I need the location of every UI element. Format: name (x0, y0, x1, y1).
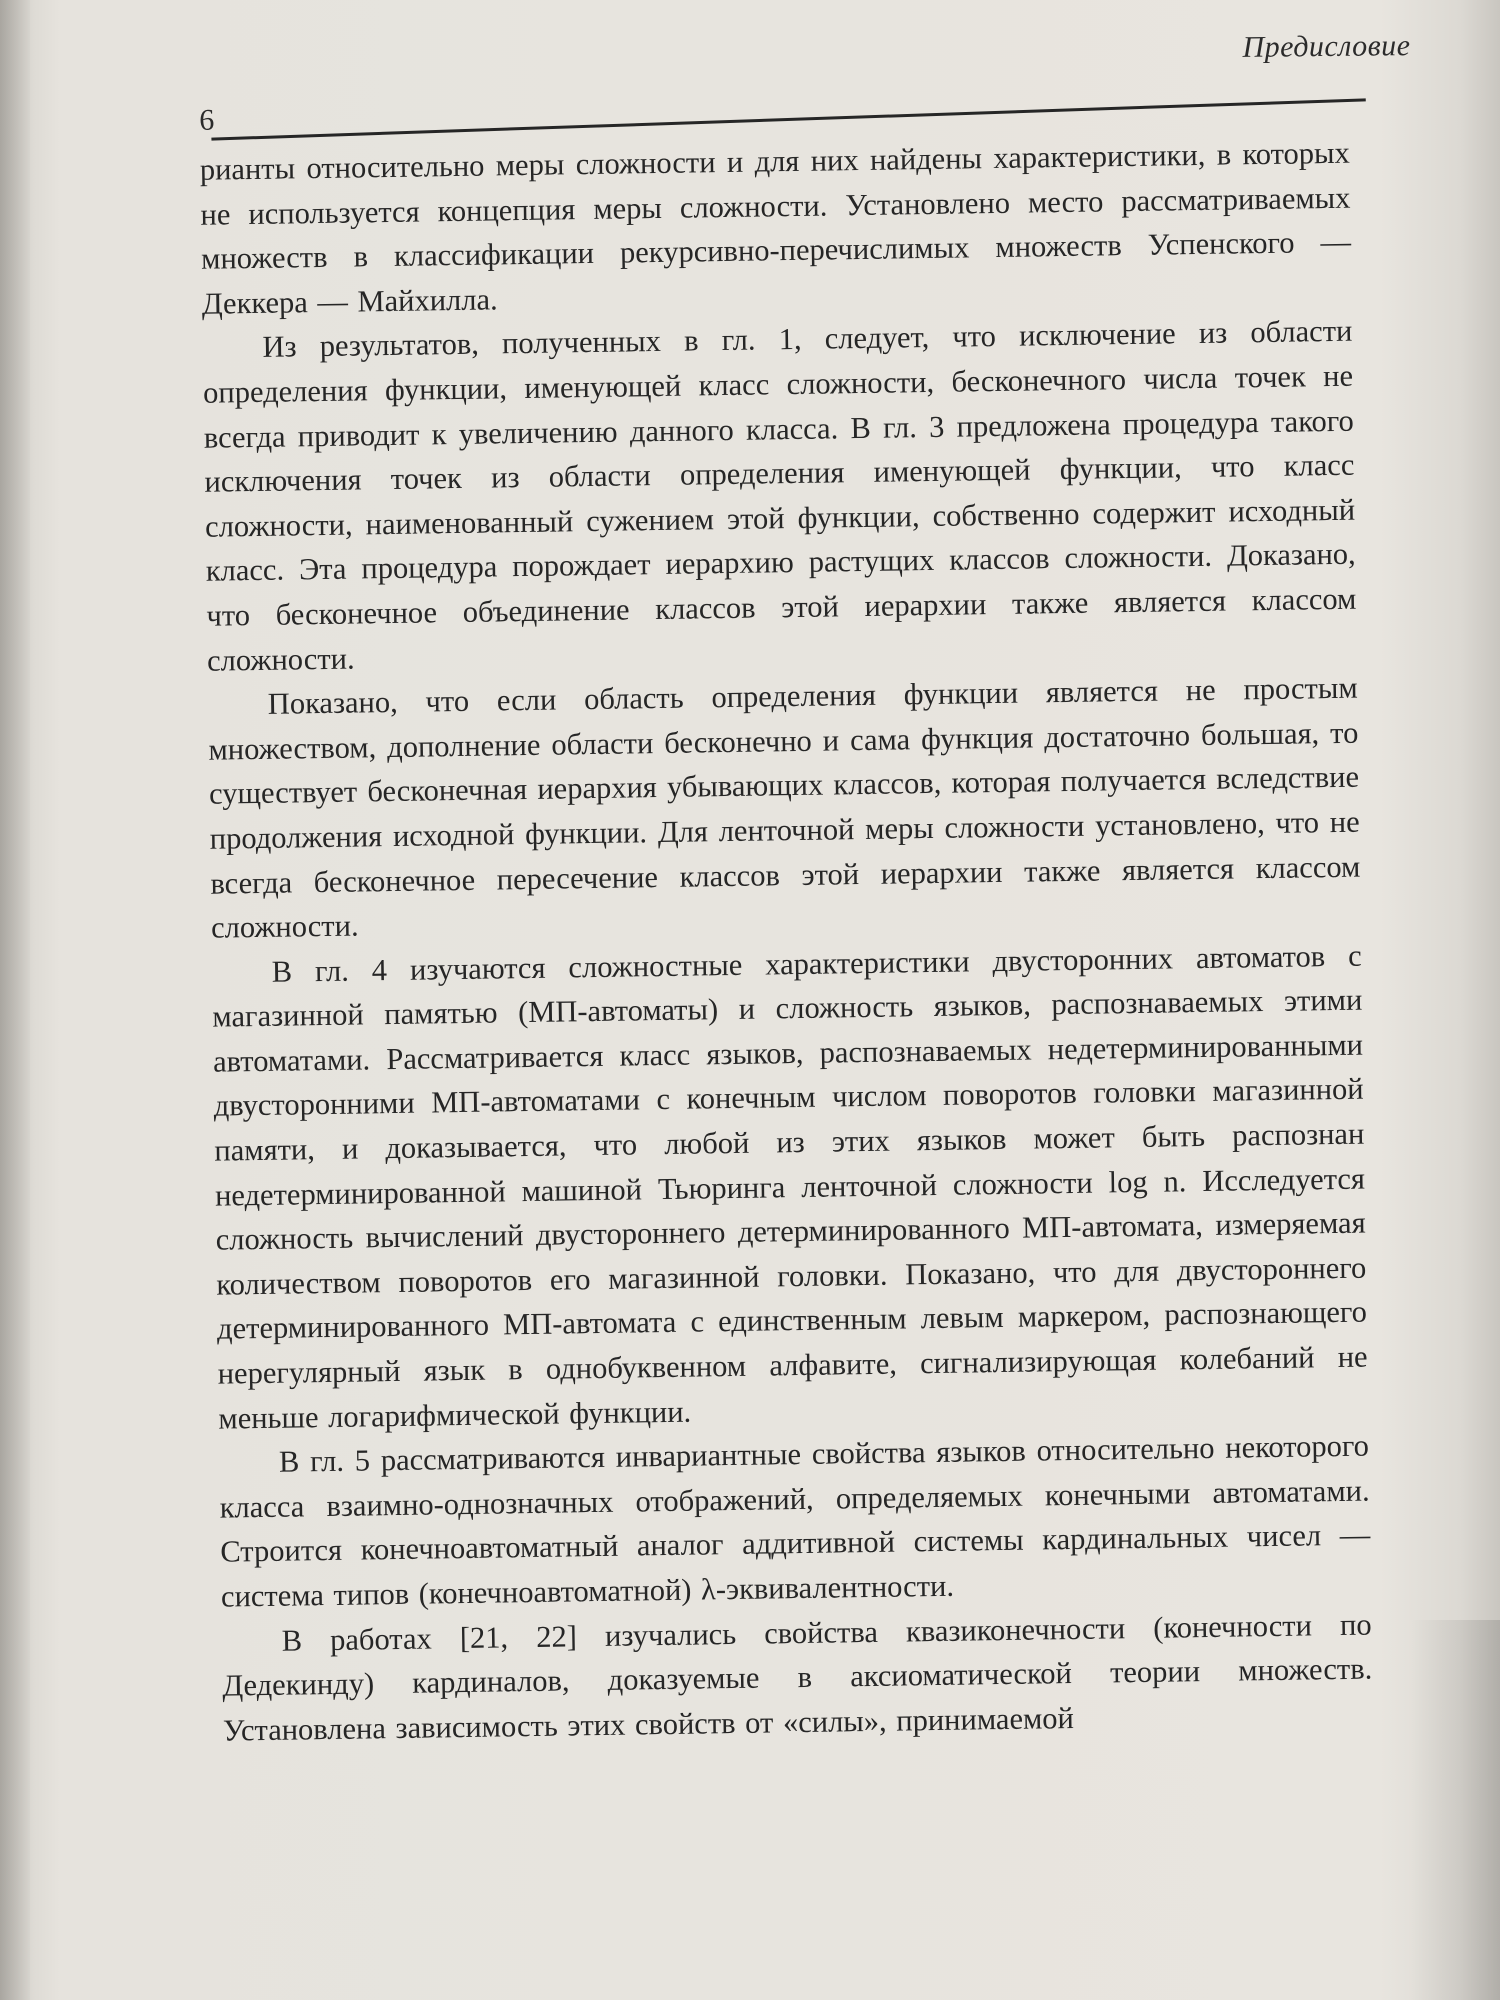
paragraph-5: В гл. 5 рассматриваются инвариантные свойства языков относительно некоторого класса взаимно-однозначных отображений, определяемых конечными автоматами. Строится конечноавтоматный аналог аддитивной системы кардинальных чисел — система типов (конечноавтоматной) λ-эквивалентности. (219, 1428, 1371, 1614)
body-text (200, 131, 1374, 1753)
paragraph-3: Показано, что если область определения функции является не простым множеством, дополнение области бесконечно и сама функция достаточно большая, то существует бесконечная иерархия убывающих классов, которая получается вследствие продолжения исходной функции. Для ленточной меры сложности установлено, что не всегда бесконечное пересечение классов этой иерархии также является классом сложности. (208, 670, 1361, 945)
running-title: Предисловие (1242, 29, 1411, 64)
paragraph-6: В работах [21, 22] изучались свойства квазиконечности (конечности по Дедекинду) кардиналов, доказуемые в аксиоматической теории множеств. Установлена зависимость этих свойств от «силы», принимаемой (222, 1607, 1373, 1748)
page-number: 6 (199, 103, 215, 137)
paragraph-2: Из результатов, полученных в гл. 1, следует, что исключение из области определения функции, именующей класс сложности, бесконечного числа точек не всегда приводит к увеличению данного класса. В гл. 3 предложена процедура такого исключения точек из области определения именующей функции, что класс сложности, наименованный сужением этой функции, собственно содержит исходный класс. Эта процедура порождает иерархию растущих классов сложности. Доказано, что бесконечное объединение классов этой иерархии также является классом сложности. (202, 314, 1357, 678)
corner-shadow (1410, 1620, 1500, 2000)
book-page (20, 0, 1500, 2000)
paragraph-4: В гл. 4 изучаются сложностные характеристики двусторонних автоматов с магазинной памятью (МП-автоматы) и сложность языков, распознаваемых этими автоматами. Рассматривается класс языков, распознаваемых недетерминированными двусторонними МП-автоматами с конечным числом поворотов головки магазинной памяти, и доказывается, что любой из этих языков может быть распознан недетерминированной машиной Тьюринга ленточной сложности log n. Исследуется сложность вычислений двустороннего детерминированного МП-автомата, измеряемая количеством поворотов его магазинной головки. Показано, что для двустороннего детерминированного МП-автомата с единственным левым маркером, распознающего нерегулярный язык в однобуквенном алфавите, сигнализирующая колебаний не меньше логарифмической функции. (212, 938, 1368, 1436)
paragraph-1: рианты относительно меры сложности и для них найдены характеристики, в которых не используется концепция меры сложности. Установлено место рассматриваемых множеств в классификации рекурсивно-перечислимых множеств Успенского — Деккера — Майхилла. (199, 135, 1352, 321)
